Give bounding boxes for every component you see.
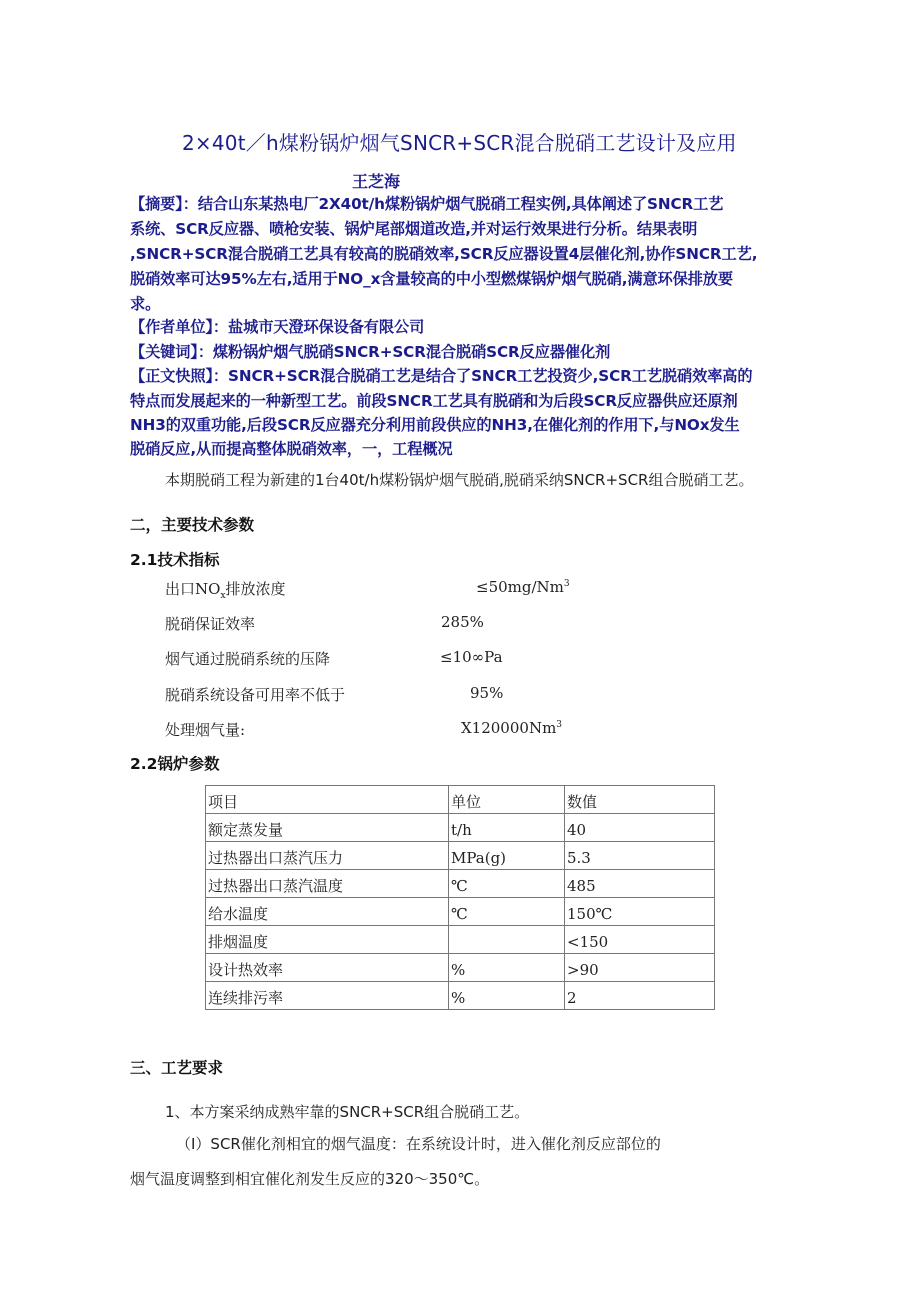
table-cell: 5.3 [565, 842, 715, 870]
section-heading: 三、工艺要求 [130, 1059, 224, 1077]
spec-value: $\le 50mg/Nm^3$ [476, 578, 570, 596]
table-cell: % [449, 954, 565, 982]
subsection-heading: 2.2锅炉参数 [130, 755, 220, 773]
process-requirement-item: 1、本方案采纳成熟牢靠的SNCR+SCR组合脱硝工艺。 [165, 1103, 530, 1121]
table-cell: 排烟温度 [206, 926, 449, 954]
table-cell: 给水温度 [206, 898, 449, 926]
overview-paragraph: 本期脱硝工程为新建的1台40t/h煤粉锅炉烟气脱硝,脱硝采纳SNCR+SCR组合脱硝工艺。 [165, 471, 754, 489]
boiler-parameters-table [205, 785, 715, 1010]
section-heading: 二，主要技术参数 [130, 516, 255, 534]
abstract-line: 【摘要】：结合山东某热电厂2X40t/h煤粉锅炉烟气脱硝工程实例,具体阐述了SNCR工艺 [130, 195, 724, 213]
table-header-cell: 数值 [565, 786, 715, 814]
abstract-line: 脱硝效率可达95%左右,适用于NO_x含量较高的中小型燃煤锅炉烟气脱硝,满意环保排放要 [130, 270, 733, 288]
keywords: 【关键词】：煤粉锅炉烟气脱硝SNCR+SCR混合脱硝SCR反应器催化剂 [130, 343, 611, 361]
table-cell: MPa(g) [449, 842, 565, 870]
table-cell: 485 [565, 870, 715, 898]
table-row [206, 898, 715, 926]
spec-label: 出口$NO_x$排放浓度 [165, 580, 286, 601]
table-cell [449, 926, 565, 954]
table-row [206, 982, 715, 1010]
document-title: 2×40t／h煤粉锅炉烟气SNCR+SCR混合脱硝工艺设计及应用 [182, 131, 737, 155]
process-requirement-subitem: （I）SCR催化剂相宜的烟气温度：在系统设计时，进入催化剂反应部位的 [176, 1135, 661, 1153]
snapshot-line: 脱硝反应,从而提高整体脱硝效率，一，工程概况 [130, 440, 453, 458]
spec-value: 285% [441, 613, 484, 631]
table-cell: t/h [449, 814, 565, 842]
author-affiliation: 【作者单位】：盐城市天澄环保设备有限公司 [130, 318, 425, 336]
table-cell: ℃ [449, 898, 565, 926]
spec-label: 烟气通过脱硝系统的压降 [165, 650, 331, 668]
table-cell: 过热器出口蒸汽压力 [206, 842, 449, 870]
abstract-line: ,SNCR+SCR混合脱硝工艺具有较高的脱硝效率,SCR反应器设置4层催化剂,协作SNCR工艺, [130, 245, 758, 263]
table-header-row [206, 786, 715, 814]
spec-label: 脱硝系统设备可用率不低于 [165, 686, 346, 704]
table-header-cell: 项目 [206, 786, 449, 814]
abstract-line: 系统、SCR反应器、喷枪安装、锅炉尾部烟道改造,并对运行效果进行分析。结果表明 [130, 220, 698, 238]
table-cell: <150 [565, 926, 715, 954]
table-cell: >90 [565, 954, 715, 982]
table-row [206, 814, 715, 842]
table-cell: % [449, 982, 565, 1010]
table-cell: 额定蒸发量 [206, 814, 449, 842]
table-cell: 2 [565, 982, 715, 1010]
table-cell: ℃ [449, 870, 565, 898]
table-cell: 过热器出口蒸汽温度 [206, 870, 449, 898]
author-name: 王芝海 [352, 172, 401, 191]
snapshot-line: NH3的双重功能,后段SCR反应器充分利用前段供应的NH3,在催化剂的作用下,与NOx发生 [130, 416, 740, 434]
spec-value: ≤10∞Pa [440, 648, 503, 666]
table-row [206, 954, 715, 982]
abstract-line: 求。 [130, 295, 161, 313]
spec-value: X120000Nm$^3$ [461, 719, 563, 737]
table-cell: 40 [565, 814, 715, 842]
spec-label: 处理烟气量: [165, 721, 246, 739]
subsection-heading: 2.1技术指标 [130, 551, 220, 569]
table-cell: 150℃ [565, 898, 715, 926]
table-row [206, 842, 715, 870]
snapshot-line: 特点而发展起来的一种新型工艺。前段SNCR工艺具有脱硝和为后段SCR反应器供应还原剂 [130, 392, 738, 410]
table-header-cell: 单位 [449, 786, 565, 814]
spec-label: 脱硝保证效率 [165, 615, 256, 633]
process-requirement-subitem-continued: 烟气温度调整到相宜催化剂发生反应的320～350℃。 [130, 1170, 490, 1188]
table-row [206, 926, 715, 954]
spec-value: 95% [470, 684, 504, 702]
table-row [206, 870, 715, 898]
table-cell: 连续排污率 [206, 982, 449, 1010]
table-cell: 设计热效率 [206, 954, 449, 982]
snapshot-line: 【正文快照】：SNCR+SCR混合脱硝工艺是结合了SNCR工艺投资少,SCR工艺脱硝效率高的 [130, 367, 753, 385]
